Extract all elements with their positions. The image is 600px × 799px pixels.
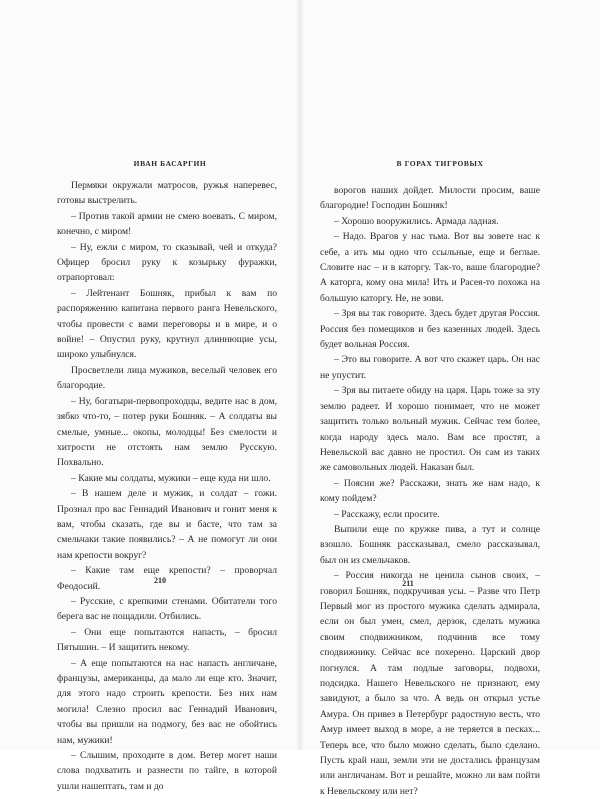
left-page: [0, 0, 300, 792]
paragraph: – Это вы говорите. А вот что скажет царь. Он нас не упустит.: [320, 354, 540, 381]
running-header: В ГОРАХ ТИГРОВЫХ: [396, 159, 484, 168]
paragraph: – А еще попытаются на нас напасть англичане, французы, американцы, да мало ли еще кто. Значит, для этого надо строить крепости. Без них нам могила! Слезно просил вас Геннадий Иванович, чтобы вы пришли на подмогу, без вас не обойтись нам, мужики!: [57, 657, 277, 746]
paragraph: – Ну, богатыри-первопроходцы, ведите нас в дом, зябко что-то, – потер руки Бошняк. – А солдаты вы смелые, умные... окопы, молодцы! Без смелости и хитрости не отстоять нам землю Русскую. Похвально.: [57, 395, 277, 469]
page-body: [320, 183, 540, 799]
right-page: [300, 0, 600, 797]
running-header: ИВАН БАСАРГИН: [133, 159, 207, 168]
paragraph: – Расскажу, если просите.: [334, 508, 440, 520]
paragraph: – Хорошо вооружились. Армада ладная.: [334, 215, 499, 227]
paragraph: – Слышим, проходите в дом. Ветер могет наши слова подхватить и разнести по тайге, в которой ушли нашептать, там и до: [57, 750, 277, 792]
paragraph: – Какие там еще крепости? – проворчал Феодосий.: [57, 565, 277, 592]
paragraph: – Зря вы так говорите. Здесь будет другая Россия. Россия без помещиков и без казенных людей. Здесь будет вольная Россия.: [320, 308, 540, 351]
paragraph: – Русские, с крепкими стенами. Обитатели того берега вас не пощадили. Отбились.: [57, 595, 277, 623]
paragraph: Пермяки окружали матросов, ружья наперевес, готовы выстрелить.: [57, 180, 277, 207]
paragraph: – Против такой армии не смею воевать. С миром, конечно, с миром!: [57, 210, 277, 238]
page-body: [57, 178, 277, 794]
paragraph: Выпили еще по кружке пива, а тут и солнце взошло. Бошняк рассказывал, смело рассказывал, был он из смельчаков.: [320, 523, 540, 566]
paragraph: – Зря вы питаете обиду на царя. Царь тоже за эту землю радеет. И хорошо понимает, что не может защитить только вольный мужик. Сейчас тем более, когда народу здесь мало. Вам все простят, а Невельской вас давно не простил. Он сам из таких же самовольных людей. Наказан был.: [320, 385, 540, 474]
paragraph: – Какие мы солдаты, мужики – еще куда ни шло.: [71, 472, 271, 484]
paragraph: – Надо. Врагов у нас тьма. Вот вы зовете нас к себе, а ить мы одно что ссыльные, еще и беглые. Словите нас – и в каторгу. Так-то, ваше благородие? А каторга, кому она мила! Ить и Расея-то похожа на большую каторгу. Не, не зови.: [320, 231, 540, 304]
paragraph: – Россия никогда не ценила сынов своих, – говорил Бошняк, подкручивая усы. – Разве что Петр Первый мог из простого мужика сделать адмирала, если он был умен, смел, дерзок, сделать мужика своим сподвижником, подчинив все тому сподвижнику. Сейчас все похерено. Царский двор погнулся. А там подлые заговоры, подвохи, подсидка. Нашего Невельского не признают, ему завидуют, а было за что. А ведь он открыл устье Амура. Он привез в Петербург радостную весть, что Амур имеет выход в море, а не теряется в песках... Теперь все, что было можно сделать, было сделано. Пусть край наш, земли эти не достались французам или англичанам. Вот и решайте, можно ли вам пойти к Невельскому или нет?: [320, 570, 540, 797]
paragraph: Просветлели лица мужиков, веселый человек его благородие.: [57, 364, 277, 392]
paragraph: – Лейтенант Бошняк, прибыл к вам по распоряжению капитана первого ранга Невельского, чтобы провести с вами переговоры и в мире, и о войне! – Опустил руку, крутнул длиннющие усы, широко улыбнулся.: [57, 287, 277, 361]
paragraph: ворогов наших дойдет. Милости просим, ваше благородие! Господин Бошняк!: [320, 185, 540, 212]
paragraph: – Поясни же? Расскажи, знать же нам надо, к кому пойдем?: [320, 477, 540, 505]
paragraph: – Они еще попытаются напасть, – бросил Пятышин. – И защитить некому.: [57, 626, 277, 654]
paragraph: – Ну, ежли с миром, то сказывай, чей и откуда? Офицер бросил руку к козырьку фуражки, отрапортовал:: [57, 241, 277, 284]
paragraph: – В нашем деле и мужик, и солдат – гожи. Прознал про вас Геннадий Иванович и гонит меня к вам, чтобы сказать, где вы и басте, что там за смельчаки такие появились? – А не помогут ли они нам крепости вокруг?: [57, 488, 277, 561]
page-number: 210: [154, 576, 166, 585]
page-number: 211: [402, 579, 414, 588]
